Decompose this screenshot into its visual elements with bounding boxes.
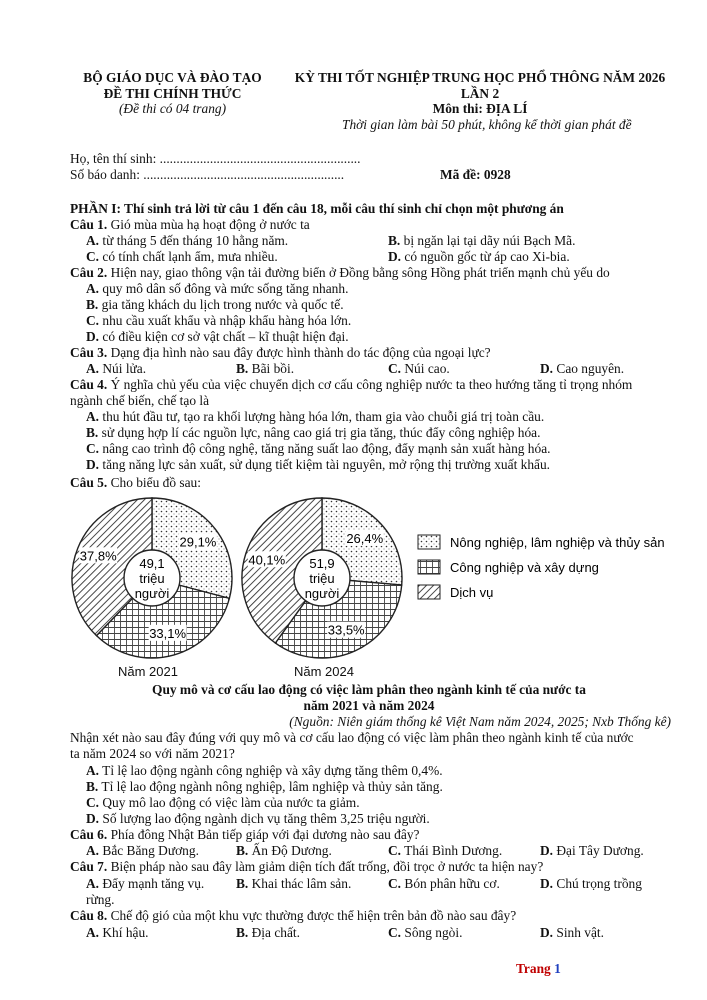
- q5-option-a: A. Tỉ lệ lao động ngành công nghiệp và xây dựng tăng thêm 0,4%.: [86, 763, 443, 778]
- q7-option-a: A. Đẩy mạnh tăng vụ.: [86, 876, 205, 891]
- q7-option-d: D. Chú trọng trồng: [540, 876, 642, 891]
- q8-option-b: B. Địa chất.: [236, 925, 300, 940]
- q7-option-b: B. Khai thác lâm sản.: [236, 876, 352, 891]
- chart-caption-2: năm 2021 và năm 2024: [303, 698, 435, 713]
- legend-swatch: [418, 585, 440, 599]
- question-3: Câu 3. Dạng địa hình nào sau đây được hình thành do tác động của ngoại lực?: [70, 345, 491, 360]
- q8-option-a: A. Khí hậu.: [86, 925, 149, 940]
- exam-title: KỲ THI TỐT NGHIỆP TRUNG HỌC PHỔ THÔNG NĂM 2026: [294, 70, 666, 85]
- q1-option-d: D. có nguồn gốc từ áp cao Xi-bia.: [388, 249, 570, 264]
- question-4-cont: ngành chế biến, chế tạo là: [70, 393, 210, 408]
- official-label: ĐỀ THI CHÍNH THỨC: [103, 86, 242, 101]
- pie-center-text: người: [304, 586, 340, 601]
- page-footer: [516, 961, 561, 977]
- pie-center-text: triệu: [139, 571, 165, 586]
- q4-option-c: C. nâng cao trình độ công nghệ, tăng năng suất lao động, đẩy mạnh sản xuất hàng hóa.: [86, 441, 551, 456]
- q-number: Câu 1.: [70, 217, 108, 232]
- slice-label: 26,4%: [346, 530, 384, 546]
- legend-label: Dịch vụ: [450, 585, 494, 600]
- page-number: 1: [554, 961, 561, 976]
- pie-label-2024: Năm 2024: [294, 664, 354, 679]
- q5-stem: Nhận xét nào sau đây đúng với quy mô và cơ cấu lao động có việc làm phân theo ngành kinh tế của nước: [70, 730, 634, 745]
- q5-option-d: D. Số lượng lao động ngành dịch vụ tăng thêm 3,25 triệu người.: [86, 811, 430, 826]
- q4-option-a: A. thu hút đầu tư, tạo ra khối lượng hàng hóa lớn, tham gia vào chuỗi giá trị toàn cầu.: [86, 409, 545, 424]
- legend-label: Công nghiệp và xây dựng: [450, 560, 599, 575]
- q2-option-b: B. gia tăng khách du lịch trong nước và quốc tế.: [86, 297, 344, 312]
- legend-label: Nông nghiệp, lâm nghiệp và thủy sản: [450, 535, 665, 550]
- q1-option-b: B. bị ngăn lại tại dãy núi Bạch Mã.: [388, 233, 576, 248]
- q6-option-b: B. Ấn Độ Dương.: [236, 843, 332, 858]
- slice-label: 33,5%: [327, 622, 365, 638]
- legend-swatch: [418, 560, 440, 574]
- q5-stem-2: ta năm 2024 so với năm 2021?: [70, 746, 235, 761]
- candidate-name-line: Họ, tên thí sinh: ............................................................: [70, 151, 361, 166]
- legend-swatch: [418, 535, 440, 549]
- slice-label: 29,1%: [179, 534, 217, 550]
- part1-title: PHẦN I: Thí sinh trả lời từ câu 1 đến câu 18, mỗi câu thí sinh chỉ chọn một phương án: [70, 201, 564, 216]
- page-label: Trang: [516, 961, 551, 976]
- q3-option-d: D. Cao nguyên.: [540, 361, 625, 376]
- q4-option-d: D. tăng năng lực sản xuất, sử dụng tiết kiệm tài nguyên, mở rộng thị trường xuất khẩu.: [86, 457, 551, 472]
- pie-label-2021: Năm 2021: [118, 664, 178, 679]
- pie-center-text: 49,1: [139, 556, 165, 571]
- question-5: Câu 5. Cho biểu đồ sau:: [70, 475, 201, 490]
- question-1: [70, 217, 310, 233]
- q-text: Gió mùa mùa hạ hoạt động ở nước ta: [107, 217, 310, 232]
- q3-option-a: A. Núi lửa.: [86, 361, 147, 376]
- q7-option-d-cont: rừng.: [86, 892, 115, 907]
- candidate-id-line: Số báo danh: ............................................................: [70, 167, 345, 182]
- q8-option-c: C. Sông ngòi.: [388, 925, 463, 940]
- q8-option-d: D. Sinh vật.: [540, 925, 605, 940]
- slice-label: 40,1%: [248, 552, 286, 568]
- pie-center-text: 51,9: [309, 556, 335, 571]
- q6-option-c: C. Thái Bình Dương.: [388, 843, 503, 858]
- q2-option-d: D. có điều kiện cơ sở vật chất – kĩ thuật hiện đại.: [86, 329, 349, 344]
- q3-option-b: B. Bãi bồi.: [236, 361, 295, 376]
- q1-option-a: A. từ tháng 5 đến tháng 10 hằng năm.: [86, 233, 289, 248]
- q7-option-c: C. Bón phân hữu cơ.: [388, 876, 500, 891]
- pie-center-text: người: [134, 586, 170, 601]
- chart-caption: Quy mô và cơ cấu lao động có việc làm phân theo ngành kinh tế của nước ta: [152, 682, 586, 697]
- q6-option-a: A. Bắc Băng Dương.: [86, 843, 199, 858]
- q4-option-b: B. sử dụng hợp lí các nguồn lực, nâng cao giá trị gia tăng, thúc đẩy công nghiệp hóa.: [86, 425, 541, 440]
- pie-center-text: triệu: [309, 571, 335, 586]
- chart-source: (Nguồn: Niên giám thống kê Việt Nam năm 2024, 2025; Nxb Thống kê): [289, 714, 671, 729]
- exam-code: Mã đề: 0928: [440, 167, 511, 182]
- q5-option-b: B. Tỉ lệ lao động ngành nông nghiệp, lâm nghiệp và thủy sản tăng.: [86, 779, 443, 794]
- question-7: Câu 7. Biện pháp nào sau đây làm giảm diện tích đất trống, đồi trọc ở nước ta hiện nay?: [70, 859, 544, 874]
- q3-option-c: C. Núi cao.: [388, 361, 450, 376]
- question-8: Câu 8. Chế độ gió của một khu vực thường được thể hiện trên bản đồ nào sau đây?: [70, 908, 517, 923]
- question-4: Câu 4. Ý nghĩa chủ yếu của việc chuyển dịch cơ cấu công nghiệp nước ta theo hướng tăng tỉ trọng nhóm: [70, 377, 633, 392]
- q2-option-c: C. nhu cầu xuất khẩu và nhập khẩu hàng hóa lớn.: [86, 313, 352, 328]
- q2-option-a: A. quy mô dân số đông và mức sống tăng nhanh.: [86, 281, 349, 296]
- slice-label: 33,1%: [149, 625, 187, 641]
- q6-option-d: D. Đại Tây Dương.: [540, 843, 644, 858]
- question-2: Câu 2. Hiện nay, giao thông vận tải đường biển ở Đồng bằng sông Hồng phát triển mạnh chủ yếu do: [70, 265, 610, 280]
- exam-round: LẦN 2: [460, 86, 500, 101]
- q5-option-c: C. Quy mô lao động có việc làm của nước ta giảm.: [86, 795, 360, 810]
- q1-option-c: C. có tính chất lạnh ẩm, mưa nhiều.: [86, 249, 278, 264]
- subject: Môn thi: ĐỊA LÍ: [432, 101, 528, 116]
- ministry-name: BỘ GIÁO DỤC VÀ ĐÀO TẠO: [83, 70, 262, 85]
- pages-note: (Đề thi có 04 trang): [118, 101, 227, 116]
- question-6: Câu 6. Phía đông Nhật Bản tiếp giáp với đại dương nào sau đây?: [70, 827, 420, 842]
- pie-chart: [0, 495, 707, 685]
- time-note: Thời gian làm bài 50 phút, không kể thời gian phát đề: [342, 117, 632, 132]
- slice-label: 37,8%: [79, 548, 117, 564]
